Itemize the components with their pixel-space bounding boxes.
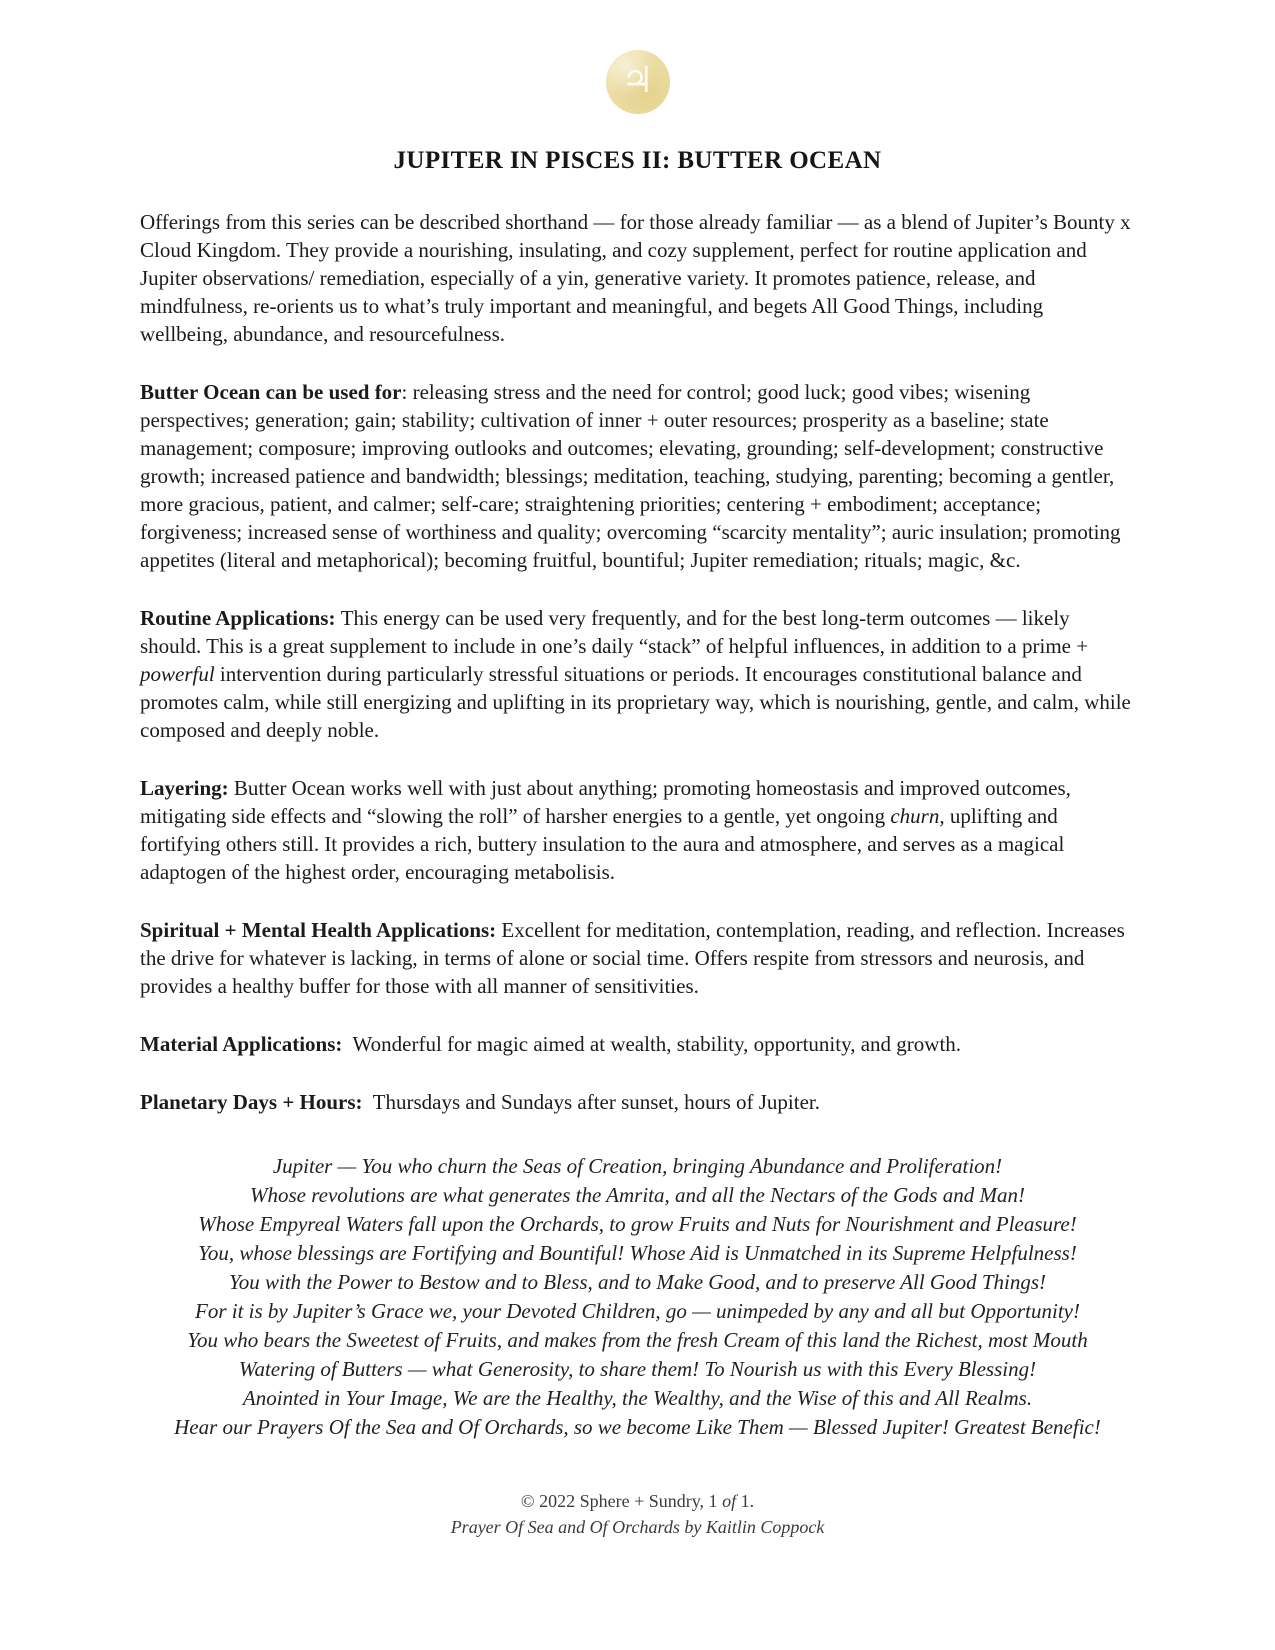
paragraph: Planetary Days + Hours: Thursdays and Sundays after sunset, hours of Jupiter.	[140, 1090, 820, 1114]
paragraph: Layering: Butter Ocean works well with just about anything; promoting homeostasis and improved outcomes, mitigating side effects and “slowing the roll” of harsher energies to a gentle, yet ongoing churn, uplifting and fortifying others still. It provides a rich, buttery insulation to the aura and atmosphere, and serves as a magical adaptogen of the highest order, encouraging metabolisis.	[140, 776, 1077, 884]
prayer-line: Hear our Prayers Of the Sea and Of Orchards, so we become Like Them — Blessed Jupiter! Greatest Benefic!	[174, 1415, 1101, 1439]
paragraph: Routine Applications: This energy can be used very frequently, and for the best long-term outcomes — likely should. This is a great supplement to include in one’s daily “stack” of helpful influences, in addition to a prime + powerful intervention during particularly stressful situations or periods. It encourages constitutional balance and promotes calm, while still energizing and uplifting in its proprietary way, which is nourishing, gentle, and calm, while composed and deeply noble.	[140, 606, 1137, 742]
sphere-sundry-logo	[606, 50, 670, 114]
prayer-line: You with the Power to Bestow and to Bless, and to Make Good, and to preserve All Good Things!	[228, 1270, 1047, 1294]
prayer-line: Whose Empyreal Waters fall upon the Orchards, to grow Fruits and Nuts for Nourishment and Pleasure!	[198, 1212, 1077, 1236]
paragraph: Spiritual + Mental Health Applications: Excellent for meditation, contemplation, reading, and reflection. Increases the drive for whatever is lacking, in terms of alone or social time. Offers respite from stressors and neurosis, and provides a healthy buffer for those with all manner of sensitivities.	[140, 918, 1131, 998]
prayer-line: Anointed in Your Image, We are the Healthy, the Wealthy, and the Wise of this and All Realms.	[242, 1386, 1033, 1410]
paragraph: Material Applications: Wonderful for magic aimed at wealth, stability, opportunity, and growth.	[140, 1032, 962, 1056]
prayer	[65, 1152, 1210, 1442]
jupiter-glyph-icon: ♃	[621, 60, 654, 101]
body-paragraphs	[140, 208, 1135, 1116]
page-title: JUPITER IN PISCES II: BUTTER OCEAN	[393, 147, 882, 174]
prayer-line: You, whose blessings are Fortifying and Bountiful! Whose Aid is Unmatched in its Supreme Helpfulness!	[198, 1241, 1077, 1265]
prayer-line: Watering of Butters — what Generosity, to share them! To Nourish us with this Every Blessing!	[238, 1357, 1037, 1381]
footer-line-2: Prayer Of Sea and Of Orchards by Kaitlin Coppock	[450, 1517, 825, 1537]
paragraph: Butter Ocean can be used for: releasing stress and the need for control; good luck; good vibes; wisening perspectives; generation; gain; stability; cultivation of inner + outer resources; prosperity as a baseline; state management; composure; improving outlooks and outcomes; elevating, grounding; self-development; constructive growth; increased patience and bandwidth; blessings; meditation, teaching, studying, parenting; becoming a gentler, more gracious, patient, and calmer; self-care; straightening priorities; centering + embodiment; acceptance; forgiveness; increased sense of worthiness and quality; overcoming “scarcity mentality”; auric insulation; promoting appetites (literal and metaphorical); becoming fruitful, bountiful; Jupiter remediation; rituals; magic, &c.	[140, 380, 1126, 572]
footer	[140, 1488, 1135, 1540]
prayer-line: Whose revolutions are what generates the Amrita, and all the Nectars of the Gods and Man!	[250, 1183, 1025, 1207]
footer-line-1: © 2022 Sphere + Sundry, 1 of 1.	[520, 1491, 755, 1511]
prayer-line: You who bears the Sweetest of Fruits, and makes from the fresh Cream of this land the Richest, most Mouth	[187, 1328, 1088, 1352]
paragraph: Offerings from this series can be described shorthand — for those already familiar — as a blend of Jupiter’s Bounty x Cloud Kingdom. They provide a nourishing, insulating, and cozy supplement, perfect for routine application and Jupiter observations/ remediation, especially of a yin, generative variety. It promotes patience, release, and mindfulness, re-orients us to what’s truly important and meaningful, and begets All Good Things, including wellbeing, abundance, and resourcefulness.	[140, 210, 1136, 346]
prayer-line: Jupiter — You who churn the Seas of Creation, bringing Abundance and Proliferation!	[272, 1154, 1003, 1178]
prayer-line: For it is by Jupiter’s Grace we, your Devoted Children, go — unimpeded by any and all but Opportunity!	[195, 1299, 1080, 1323]
